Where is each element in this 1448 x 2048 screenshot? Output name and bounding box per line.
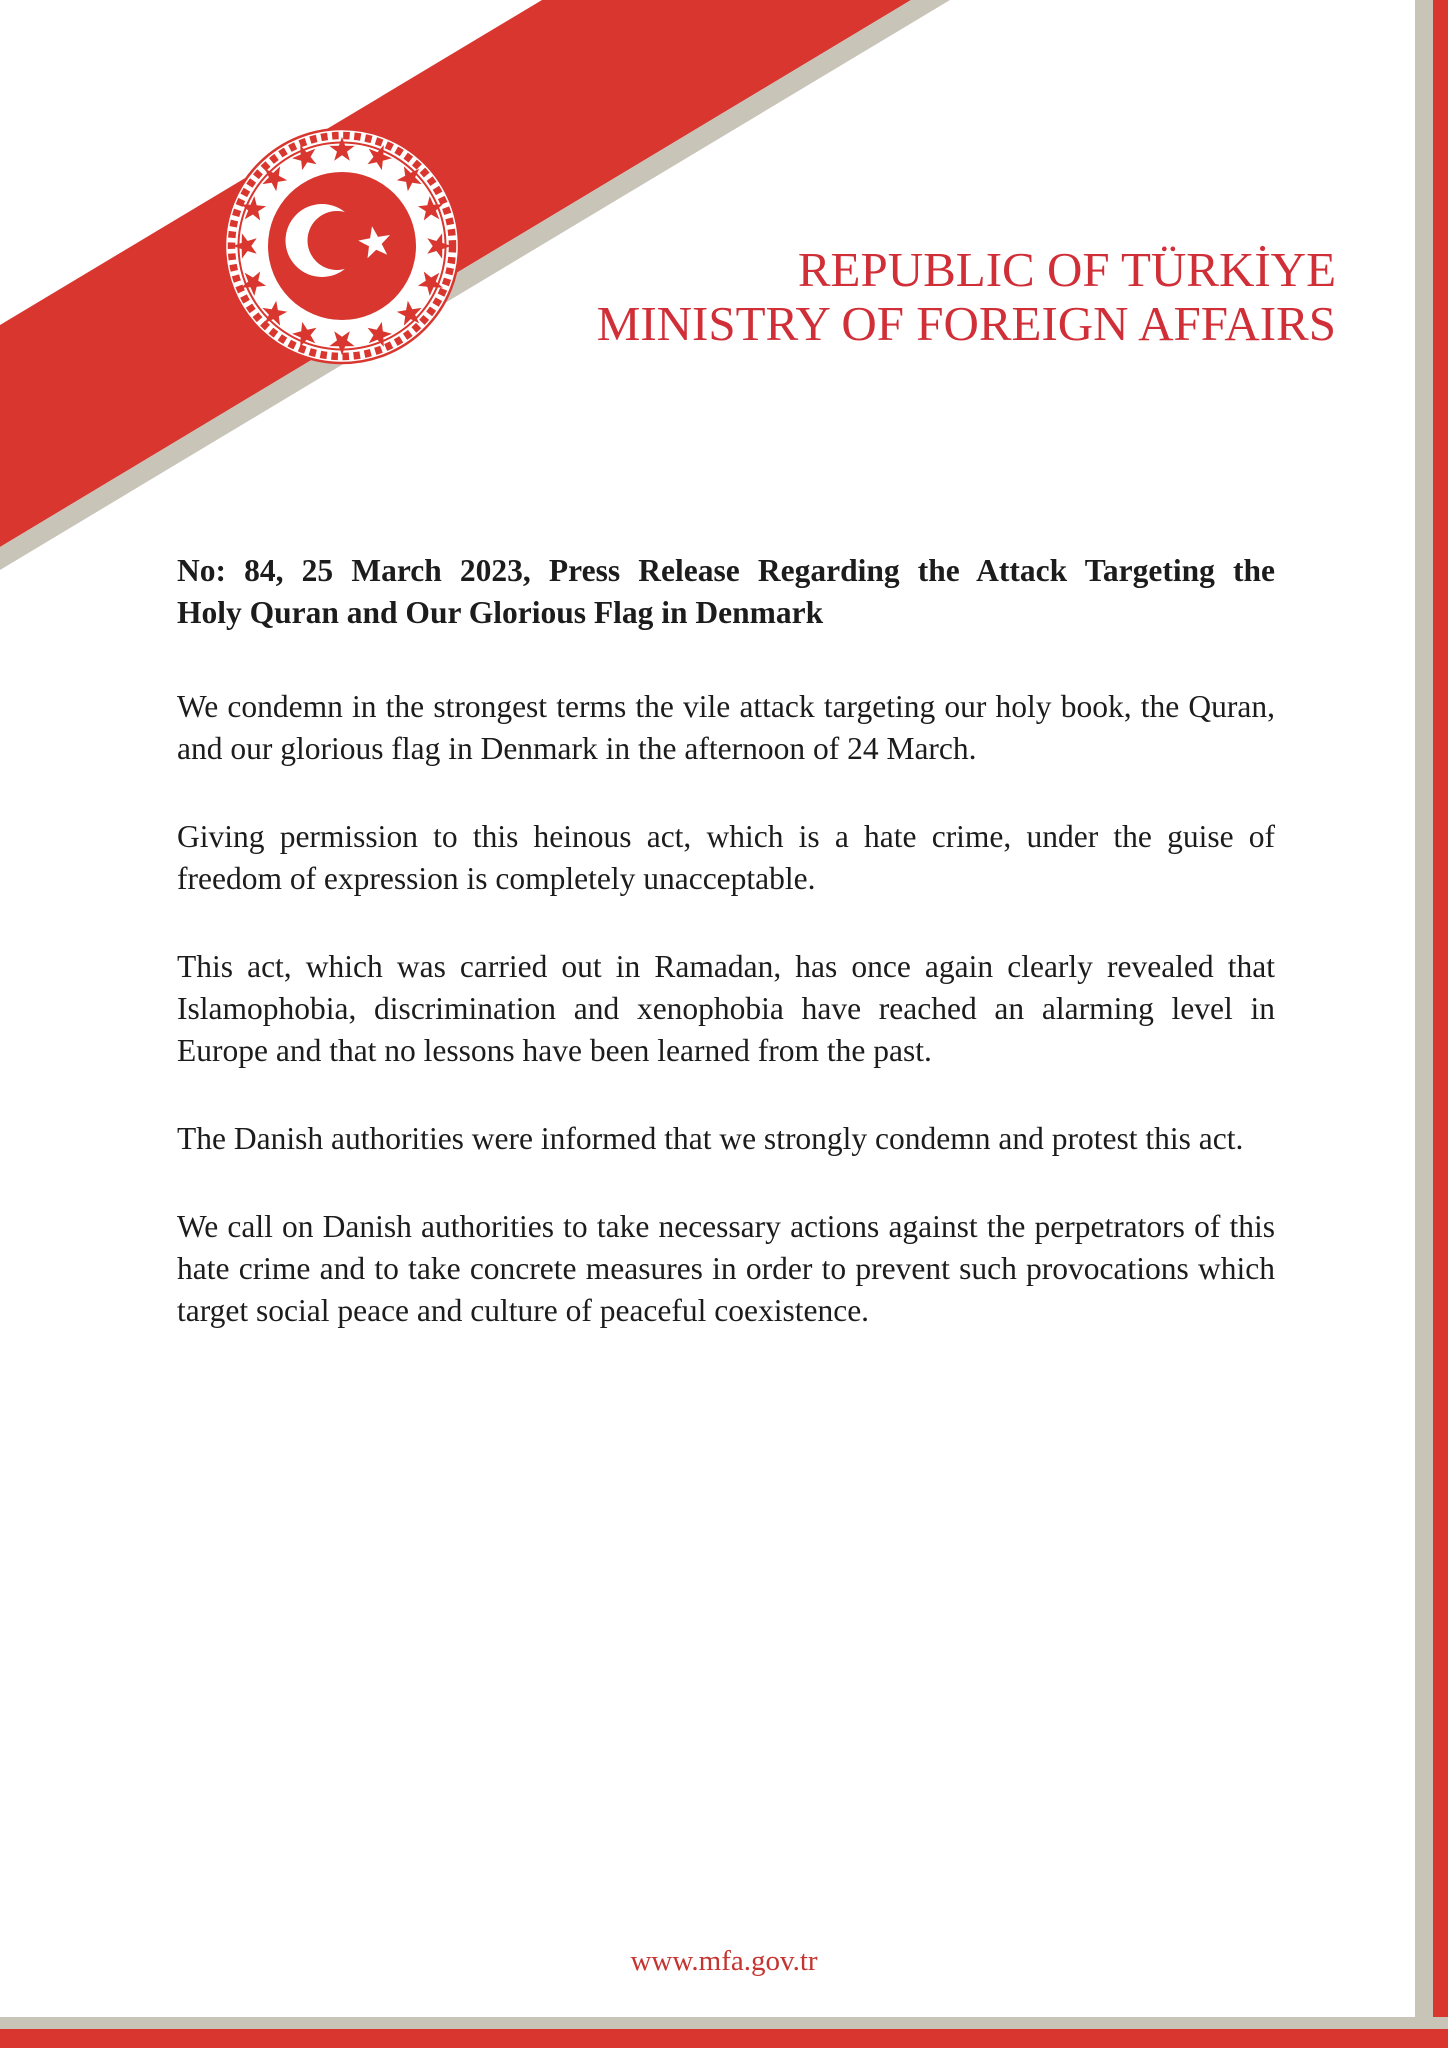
ministry-header bbox=[597, 243, 1336, 351]
crescent-cutout bbox=[308, 211, 367, 270]
right-edge-gray-stripe bbox=[1415, 0, 1433, 2029]
document-title-line1: No: 84, 25 March 2023, Press Release Regarding the Attack Targeting the bbox=[177, 553, 1275, 588]
ministry-header-line1: REPUBLIC OF TÜRKİYE bbox=[797, 242, 1336, 297]
paragraph: The Danish authorities were informed that we strongly condemn and protest this act. bbox=[177, 1121, 1244, 1156]
document-title-line2: Holy Quran and Our Glorious Flag in Denmark bbox=[177, 595, 824, 630]
document-body bbox=[177, 550, 1275, 1378]
paragraph: Giving permission to this heinous act, which is a hate crime, under the guise of freedom of expression is completely unacceptable. bbox=[177, 819, 1275, 896]
right-edge-red-stripe bbox=[1433, 0, 1448, 2048]
bottom-gray-stripe bbox=[0, 2017, 1448, 2029]
paragraph: We call on Danish authorities to take necessary actions against the perpetrators of this hate crime and to take concrete measures in order to prevent such provocations which target social peace and culture of peaceful coexistence. bbox=[177, 1209, 1275, 1328]
website-url: www.mfa.gov.tr bbox=[630, 1945, 818, 1977]
mfa-emblem-icon bbox=[225, 129, 459, 363]
footer bbox=[0, 1943, 1448, 1979]
paragraph: We condemn in the strongest terms the vile attack targeting our holy book, the Quran, and our glorious flag in Denmark in the afternoon of 24 March. bbox=[177, 689, 1275, 766]
paragraph: This act, which was carried out in Ramadan, has once again clearly revealed that Islamophobia, discrimination and xenophobia have reached an alarming level in Europe and that no lessons have been learned from the past. bbox=[177, 949, 1275, 1068]
ministry-header-line2: MINISTRY OF FOREIGN AFFAIRS bbox=[596, 296, 1336, 351]
document-title bbox=[177, 550, 1275, 634]
bottom-red-stripe bbox=[0, 2029, 1448, 2048]
paragraph-list bbox=[177, 686, 1275, 1332]
